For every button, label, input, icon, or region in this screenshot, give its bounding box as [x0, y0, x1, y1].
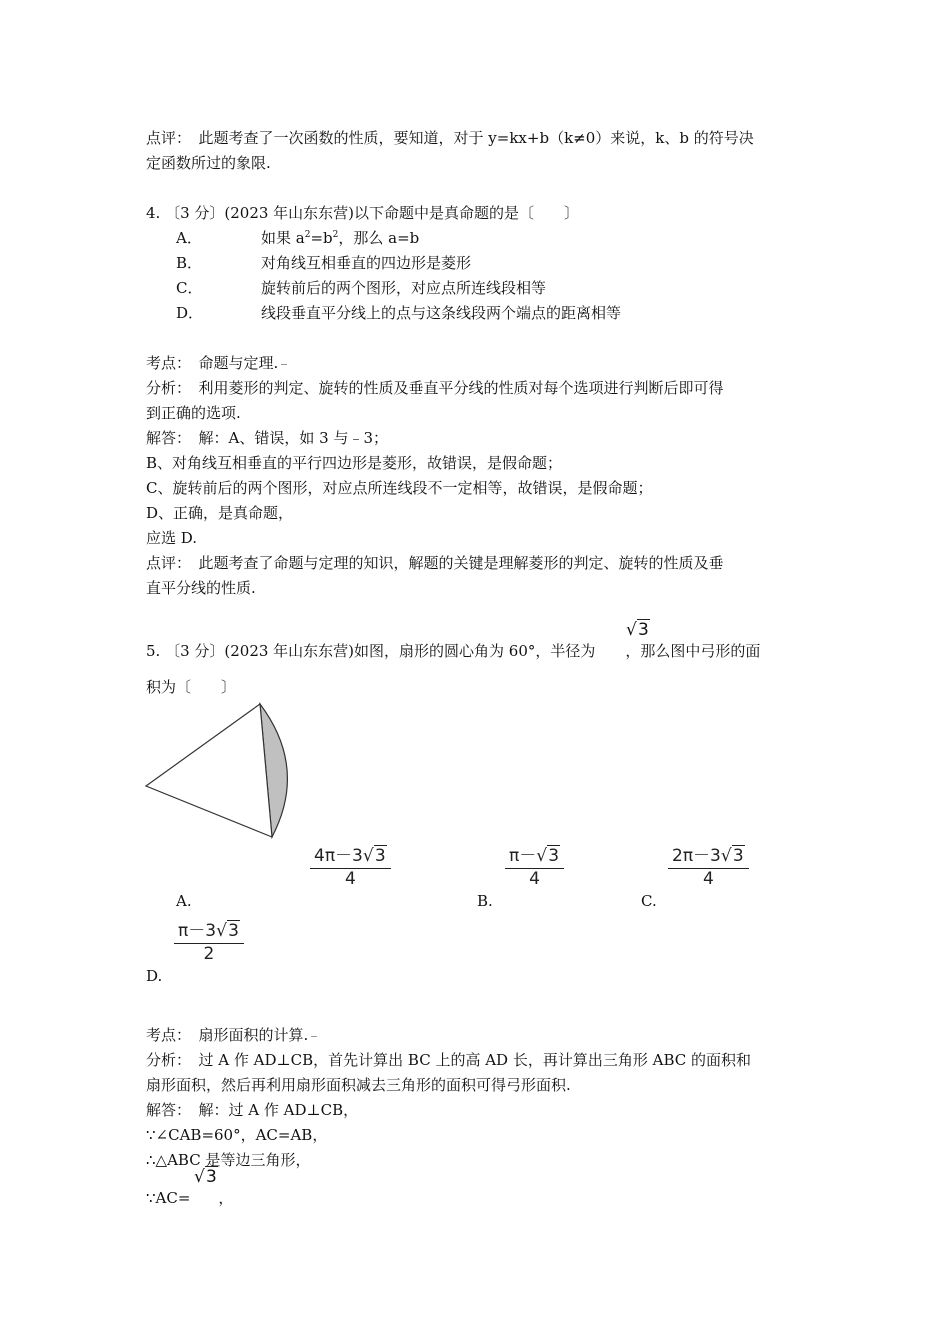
q5-kaodian: 考点： 扇形面积的计算. — [146, 1025, 317, 1045]
prev-comment-text1: 此题考查了一次函数的性质，要知道，对于 y=kx+b（k≠0）来说，k、b 的符号决 — [198, 129, 754, 147]
q5-jieda-line3: ∴△ABC 是等边三角形， — [146, 1151, 311, 1169]
q4-jieda-line4: D、正确，是真命题， — [146, 504, 294, 522]
q5-fenxi-line2: 扇形面积，然后再利用扇形面积减去三角形的面积可得弓形面积. — [146, 1076, 571, 1094]
q5-stem-sqrt: √ 3 — [626, 620, 649, 640]
q4-option-b-letter: B． — [176, 254, 203, 272]
q4-fenxi-line2: 到正确的选项. — [146, 404, 241, 422]
q4-stem: 4. 〔3 分〕(2023 年山东东营)以下命题中是真命题的是〔 〕 — [146, 204, 580, 222]
q5-option-b-letter: B. — [477, 892, 493, 910]
q4-dianping-line2: 直平分线的性质. — [146, 579, 256, 597]
q4-jieda-line1: 解答： 解：A、错误，如 3 与﹣3； — [146, 429, 388, 447]
q4-option-d-text: 线段垂直平分线上的点与这条线段两个端点的距离相等 — [261, 304, 622, 322]
q4-option-b-text: 对角线互相垂直的四边形是菱形 — [261, 254, 472, 272]
q4-option-d-letter: D． — [176, 304, 204, 322]
q5-jieda-line2: ∵∠CAB=60°，AC=AB， — [146, 1126, 328, 1144]
prev-comment-line2: 定函数所过的象限. — [146, 154, 271, 172]
prev-comment-label: 点评： — [146, 129, 184, 147]
q5-option-a-frac: 4π－3 √ 3 4 — [310, 846, 391, 889]
q4-option-a-text: 如果 $a^2=b^2$，那么 a=b — [261, 229, 420, 247]
q4-jieda-line2: B、对角线互相垂直的平行四边形是菱形，故错误，是假命题； — [146, 454, 563, 472]
prev-comment-line1 — [146, 128, 754, 148]
q5-option-a-letter: A. — [176, 892, 192, 910]
q5-option-c-frac: 2π－3 √ 3 4 — [668, 846, 749, 889]
q5-jieda-line4: ∵AC= ， — [146, 1189, 234, 1207]
q4-option-c-text: 旋转前后的两个图形，对应点所连线段相等 — [261, 279, 547, 297]
q5-stem-line1: 5. 〔3 分〕(2023 年山东东营)如图，扇形的圆心角为 60°，半径为 ，那么图中弓形的面 — [146, 642, 761, 660]
q5-stem-line2: 积为〔 〕 — [146, 678, 237, 696]
q4-jieda-line3: C、旋转前后的两个图形，对应点所连线段不一定相等，故错误，是假命题； — [146, 479, 653, 497]
q5-jieda-sqrt: √ 3 — [194, 1167, 217, 1187]
q5-option-b-frac: π－ √ 3 4 — [505, 846, 564, 889]
q5-fenxi-line1: 分析： 过 A 作 AD⊥CB，首先计算出 BC 上的高 AD 长，再计算出三角形 ABC 的面积和 — [146, 1051, 751, 1069]
q4-fenxi-line1: 分析： 利用菱形的判定、旋转的性质及垂直平分线的性质对每个选项进行判断后即可得 — [146, 379, 724, 397]
q5-jieda-line1: 解答： 解：过 A 作 AD⊥CB， — [146, 1101, 359, 1119]
triangle-abc — [146, 704, 272, 837]
sector-figure — [140, 696, 300, 846]
q4-dianping-line1: 点评： 此题考查了命题与定理的知识，解题的关键是理解菱形的判定、旋转的性质及垂 — [146, 554, 724, 572]
q4-option-c-letter: C． — [176, 279, 203, 297]
q5-option-d-frac: π－3 √ 3 2 — [174, 921, 244, 964]
q4-kaodian: 考点： 命题与定理. — [146, 353, 287, 373]
q5-option-d-letter: D. — [146, 967, 163, 985]
q4-jieda-line5: 应选 D. — [146, 529, 198, 547]
q5-option-c-letter: C. — [641, 892, 657, 910]
q4-option-a-letter: A． — [176, 229, 202, 247]
